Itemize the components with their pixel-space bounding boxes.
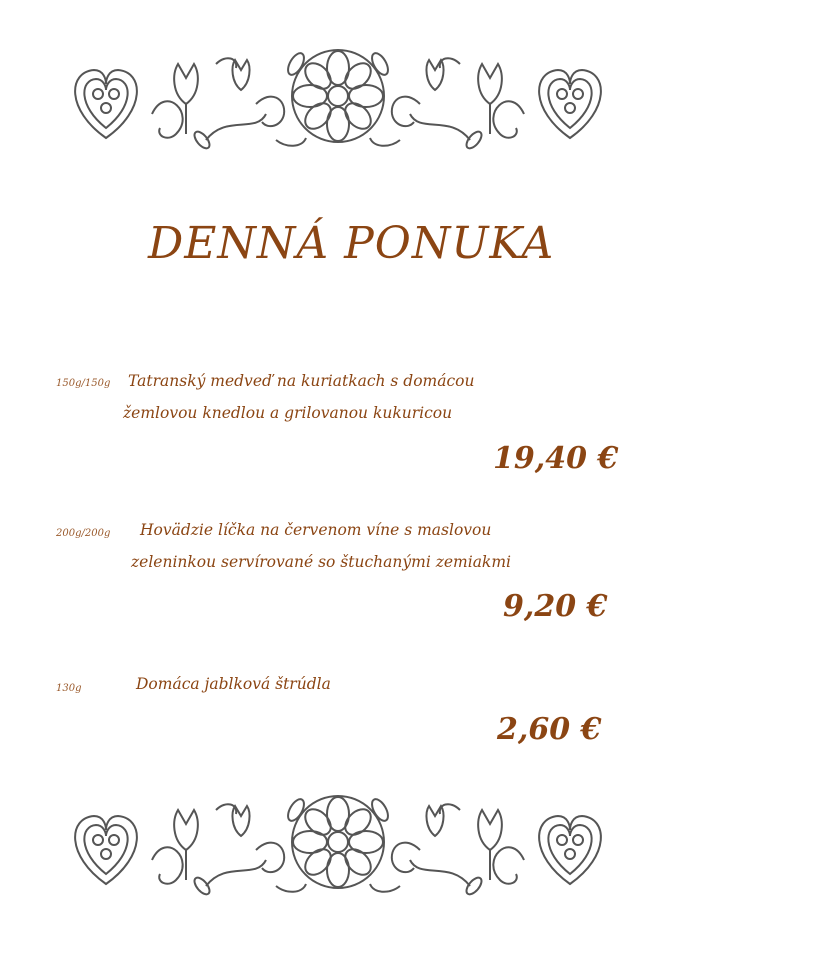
item-description-line1: Hovädzie líčka na červenom víne s maslovou — [140, 521, 492, 539]
item-price: 2,60 € — [497, 712, 602, 747]
item-price: 19,40 € — [493, 441, 619, 476]
top-folk-ornament-icon — [56, 44, 620, 154]
item-weight: 200g/200g — [56, 528, 111, 539]
item-description-line2: žemlovou knedlou a grilovanou kukuricou — [123, 404, 453, 422]
item-price: 9,20 € — [503, 589, 608, 624]
item-description-line1: Domáca jablková štrúdla — [136, 675, 331, 693]
item-weight: 130g — [56, 683, 82, 694]
menu-title: DENNÁ PONUKA — [148, 218, 555, 269]
item-description-line1: Tatranský medveď na kuriatkach s domácou — [128, 372, 475, 390]
bottom-folk-ornament-icon — [56, 790, 620, 900]
item-description-line2: zeleninkou servírované so štuchanými zemiakmi — [131, 553, 511, 571]
item-weight: 150g/150g — [56, 378, 111, 389]
